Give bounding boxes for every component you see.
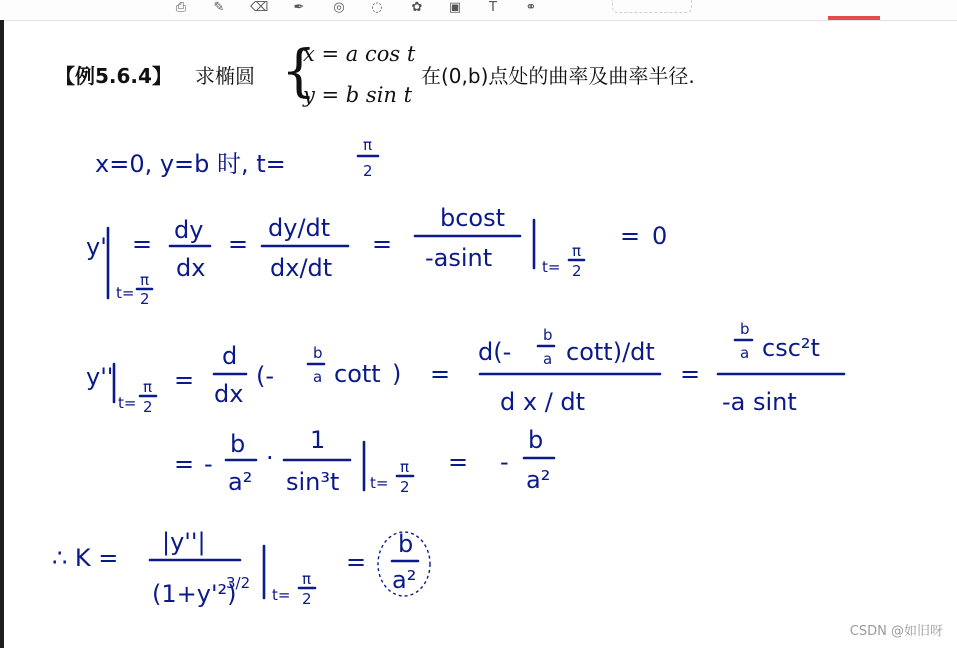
result-zero: 0 [652,222,668,250]
eval-two-2: 2 [572,262,582,280]
equals-2: = [228,230,249,258]
y-double-prime-lhs: y'' [86,363,114,391]
equals-5: = [174,366,195,394]
sin3t-den: sin³t [286,468,340,496]
eval-two-4: 2 [400,478,410,496]
stamp-tool-icon[interactable]: ⎙ [175,0,187,15]
eraser-tool-icon[interactable]: ⌫ [250,0,269,15]
minus-1: - [204,450,213,478]
cott-dt-text: cott)/dt [566,338,655,366]
a-den-3: a [740,344,750,362]
eval-pi: π [140,271,150,289]
t-frac-den: 2 [363,162,373,180]
eval-pi-2: π [572,242,582,260]
b-num-3: b [740,320,750,338]
eval-two-3: 2 [143,398,153,416]
dot-operator: · [266,444,274,472]
text-tool-icon[interactable]: T [489,0,497,15]
eval-pi-4: π [400,458,410,476]
equals-6: = [430,360,451,388]
equals-1: = [132,230,153,258]
link-tool-icon[interactable]: ⚭ [525,0,537,15]
equals-7: = [680,360,701,388]
a2-answer-den: a² [392,566,417,594]
b-num-2: b [543,326,553,344]
shape-tool-icon[interactable]: ◎ [333,0,345,15]
den-k: (1+y'²) [152,580,237,608]
dx-den-2: dx [214,380,244,408]
equals-9: = [448,448,469,476]
dx-den: dx [176,254,206,282]
sticker-tool-icon[interactable]: ✿ [411,0,423,15]
eval-t-label-4: t= [370,474,389,492]
problem-prompt: 求椭圆 [195,64,255,88]
pencil-tool-icon[interactable]: ✎ [213,0,225,15]
minus-2: - [500,448,509,476]
abs-ypp-num: |y''| [162,528,206,556]
csc2t-text: csc²t [762,334,820,362]
eval-pi-3: π [143,378,153,396]
condition-text: x=0, y=b 时, t= [95,150,286,178]
d-num: d [222,342,238,370]
asint-den-2: -a sint [722,388,797,416]
eval-t-label-5: t= [272,586,291,604]
b-answer-num: b [398,530,414,558]
eval-two: 2 [140,290,150,308]
eval-pi-5: π [302,570,312,588]
bcost-num: bcost [440,204,506,232]
image-tool-icon[interactable]: ▣ [448,0,462,15]
three-half-exp: 3/2 [226,574,251,592]
left-brace-icon: { [281,39,317,104]
dydt-num: dy/dt [268,214,331,242]
pen-tool-icon[interactable]: ✒ [293,0,305,15]
cott-text: cott [334,360,381,388]
k-equation-label: ∴ K = [52,544,119,572]
dy-num: dy [174,216,204,244]
b-num-4: b [230,430,246,458]
y-prime-lhs: y' [86,233,107,261]
a2-den: a² [228,468,253,496]
example-label: 【例5.6.4】 [55,64,172,88]
eval-t-label-3: t= [118,394,137,412]
eval-t-label-2: t= [542,258,561,276]
close-paren: ) [392,360,402,388]
one-num: 1 [310,426,326,454]
equals-8: = [174,450,195,478]
dxdt-den-2: d x / dt [500,388,586,416]
csdn-watermark: CSDN @如旧呀 [849,624,943,639]
dxdt-den: dx/dt [270,254,333,282]
parametric-equation-x: x = a cos t [303,42,416,66]
d-paren-num: d(- [478,338,512,366]
b-num: b [313,344,323,362]
parametric-equation-y: y = b sin t [303,83,413,107]
lasso-tool-icon[interactable]: ◌ [371,0,383,15]
a-den-2: a [543,350,553,368]
eval-two-5: 2 [302,590,312,608]
equals-4: = [620,222,641,250]
t-frac-num: π [363,136,373,154]
equals-3: = [372,230,393,258]
b-num-5: b [528,426,544,454]
eval-t-label: t= [116,284,135,302]
problem-tail: 在(0,b)点处的曲率及曲率半径. [421,64,695,88]
equals-10: = [346,548,367,576]
asint-den: -asint [425,244,493,272]
a2-den-2: a² [526,466,551,494]
a-den: a [313,368,323,386]
open-paren-minus: (- [256,362,275,390]
